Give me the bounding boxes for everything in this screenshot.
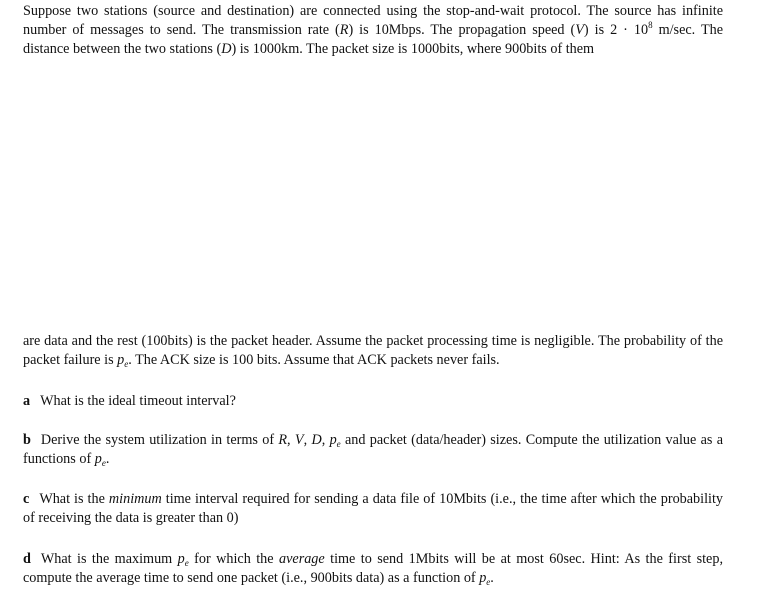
text-segment: , [303, 432, 312, 448]
text-segment: are data and the rest (100bits) is the packet header. Assume the packet processing time is negligible. The probability of the packet failure is [23, 333, 723, 368]
math-var-v: V [575, 22, 584, 38]
text-segment: time to send 1Mbits will be at most 60sec. Hint: As the first step, compute the average time to send one packet (i.e., 900bits data) as a function of [23, 551, 723, 586]
text-segment: . [105, 451, 110, 467]
math-var-p: p [329, 432, 337, 448]
text-segment: ) is 2 · 10 [583, 22, 649, 38]
math-var-d: D [221, 41, 232, 57]
subscript: e [336, 439, 341, 449]
blank-gap [0, 62, 757, 328]
text-segment: . [490, 570, 494, 586]
question-d [23, 550, 723, 588]
question-label: c [23, 491, 30, 507]
intro-paragraph-top [23, 2, 723, 59]
text-segment: What is the [39, 491, 109, 507]
text-segment: ) is 10Mbps. The propagation speed ( [348, 22, 576, 38]
subscript: e [124, 359, 129, 369]
emphasis-text: minimum [108, 491, 162, 507]
text-segment: , [287, 432, 295, 448]
question-label: d [23, 551, 31, 567]
text-segment: What is the maximum [40, 551, 178, 567]
math-var-d: D [311, 432, 322, 448]
question-label: a [23, 393, 31, 409]
math-var-r: R [339, 22, 349, 38]
text-segment: Derive the system utilization in terms of [40, 432, 279, 448]
math-var-p: p [117, 352, 125, 368]
text-segment: time interval required for sending a data file of 10Mbits (i.e., the time after which the probability of receiving the data is greater than 0) [23, 491, 724, 526]
math-var-p: p [177, 551, 185, 567]
math-var-r: R [278, 432, 288, 448]
text-segment: and packet (data/header) sizes. Compute the utilization value as a functions of [23, 432, 724, 467]
math-var-v: V [294, 432, 304, 448]
question-label: b [23, 432, 31, 448]
text-segment: m/sec. The distance between the two stations ( [23, 22, 723, 57]
text-segment: Suppose two stations (source and destination) are connected using the stop-and-wait protocol. The source has infinite number of messages to send. The transmission rate ( [23, 3, 723, 38]
question-b [23, 431, 723, 469]
question-text: What is the ideal timeout interval? [40, 393, 236, 409]
emphasis-text: average [279, 551, 325, 567]
math-var-p: p [94, 451, 102, 467]
question-c [23, 490, 723, 528]
text-segment: ) is 1000km. The packet size is 1000bits, where 900bits of them [231, 41, 595, 57]
subscript: e [486, 577, 491, 587]
subscript: e [184, 558, 189, 568]
subscript: e [101, 458, 106, 468]
question-a [23, 392, 723, 411]
text-segment: . The ACK size is 100 bits. Assume that ACK packets never fails. [128, 352, 500, 368]
text-segment: , [321, 432, 330, 448]
intro-paragraph-bottom [23, 332, 723, 370]
exponent: 8 [648, 20, 653, 30]
math-var-p: p [479, 570, 487, 586]
text-segment: for which the [188, 551, 279, 567]
